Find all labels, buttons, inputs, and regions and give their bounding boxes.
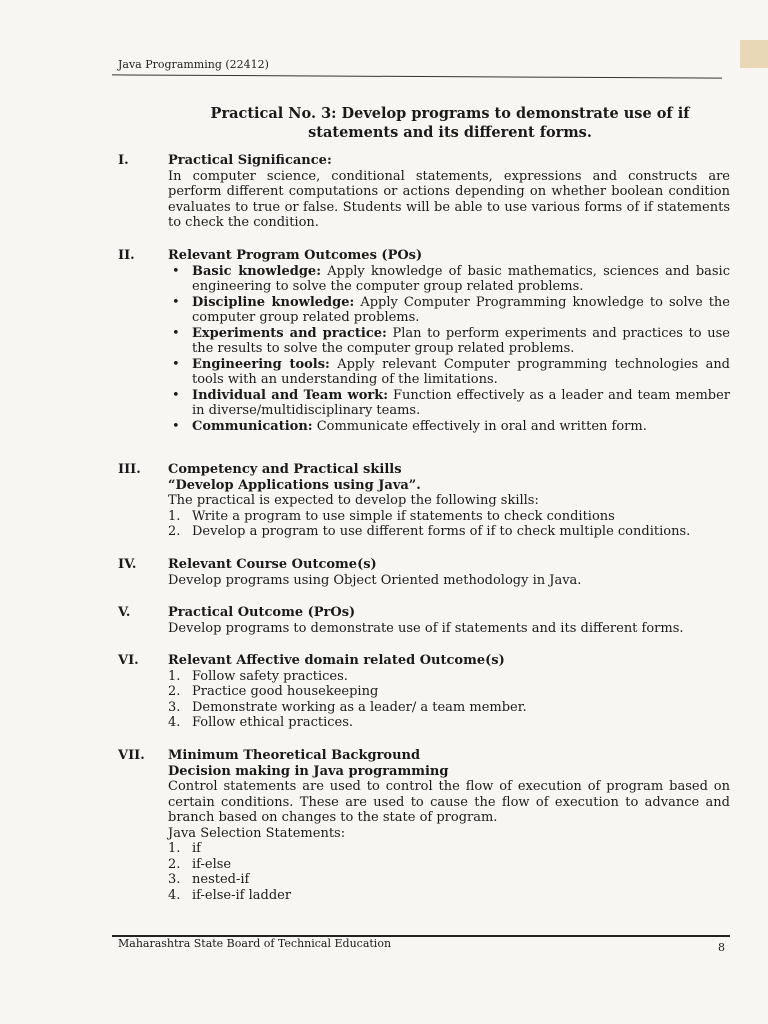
section-numeral: I.	[118, 153, 129, 168]
section-heading: Relevant Affective domain related Outcome(s)	[168, 653, 505, 668]
item-number: 2.	[168, 684, 181, 699]
section-body: Control statements are used to control the flow of execution of program based on certain conditions. These are used to cause the flow of execution to advance and branch based on changes to the state of program.	[168, 779, 730, 825]
running-header: Java Programming (22412)	[118, 58, 269, 71]
po-text: Function effectively as a leader and team member in diverse/multidisciplinary teams.	[192, 387, 731, 418]
item-number: 1.	[168, 668, 181, 684]
title-line-1: Practical No. 3: Develop programs to demonstrate use of if	[210, 105, 690, 122]
section-numeral: VI.	[118, 653, 139, 668]
header-rule	[112, 74, 722, 78]
po-text: Apply relevant Computer programming technologies and tools with an understanding of the limitations.	[192, 356, 731, 387]
section-heading: Relevant Program Outcomes (POs)	[168, 248, 423, 263]
po-list	[168, 264, 730, 435]
item-text: Follow safety practices.	[192, 668, 348, 684]
po-name: Communication:	[192, 418, 313, 434]
list-item	[168, 700, 730, 716]
section-numeral: IV.	[118, 557, 137, 572]
po-text: Apply Computer Programming knowledge to solve the computer group related problems.	[192, 294, 730, 325]
section-theoretical-background	[118, 748, 730, 903]
item-text: Practice good housekeeping	[192, 684, 379, 699]
po-name: Experiments and practice:	[192, 325, 387, 341]
selection-list-intro: Java Selection Statements:	[168, 825, 346, 841]
item-text: nested-if	[192, 872, 250, 887]
section-heading: Practical Significance:	[168, 153, 332, 168]
section-numeral: III.	[118, 462, 141, 477]
skills-list	[168, 509, 730, 540]
item-number: 3.	[168, 872, 181, 887]
title-line-2: statements and its different forms.	[308, 124, 592, 141]
list-item	[168, 357, 730, 388]
po-name: Discipline knowledge:	[192, 294, 355, 310]
section-affective-outcomes	[118, 653, 730, 731]
item-number: 1.	[168, 508, 181, 524]
item-number: 4.	[168, 887, 181, 903]
item-text: Demonstrate working as a leader/ a team member.	[192, 699, 527, 715]
item-number: 2.	[168, 524, 181, 539]
item-number: 3.	[168, 699, 181, 715]
footer-institution: Maharashtra State Board of Technical Education	[118, 937, 392, 950]
section-program-outcomes	[118, 248, 730, 434]
page-number: 8	[718, 941, 725, 954]
item-text: Follow ethical practices.	[192, 715, 354, 730]
affective-list	[168, 669, 730, 731]
section-competency	[118, 462, 730, 540]
list-item	[168, 841, 730, 857]
section-heading: Relevant Course Outcome(s)	[168, 557, 377, 572]
list-item	[168, 264, 730, 295]
section-numeral: V.	[118, 605, 131, 620]
list-item	[168, 388, 730, 419]
list-item	[168, 669, 730, 685]
section-intro: The practical is expected to develop the following skills:	[168, 493, 539, 508]
list-item	[168, 326, 730, 357]
list-item	[168, 295, 730, 326]
list-item	[168, 509, 730, 525]
section-heading: Practical Outcome (PrOs)	[168, 605, 356, 620]
section-heading: Competency and Practical skills	[168, 462, 402, 477]
list-item	[168, 715, 730, 731]
section-practical-outcome	[118, 605, 730, 636]
po-text: Plan to perform experiments and practices to use the results to solve the computer group related problems.	[192, 325, 730, 356]
item-text: if	[192, 841, 201, 856]
section-practical-significance	[118, 153, 730, 231]
item-text: Develop a program to use different forms of if to check multiple conditions.	[192, 524, 691, 539]
po-name: Engineering tools:	[192, 356, 330, 372]
po-name: Individual and Team work:	[192, 387, 389, 403]
list-item	[168, 524, 730, 540]
item-text: if-else-if ladder	[192, 887, 292, 903]
list-item	[168, 857, 730, 873]
section-body: Develop programs using Object Oriented methodology in Java.	[168, 572, 582, 588]
list-item	[168, 872, 730, 888]
po-name: Basic knowledge:	[192, 263, 321, 279]
page-corner-tab	[740, 40, 768, 68]
section-subheading: “Develop Applications using Java”.	[168, 477, 421, 493]
po-text: Communicate effectively in oral and written form.	[312, 418, 647, 434]
list-item	[168, 419, 730, 435]
section-body: Develop programs to demonstrate use of if statements and its different forms.	[168, 620, 684, 636]
item-text: if-else	[192, 856, 232, 872]
item-number: 4.	[168, 715, 181, 730]
selection-statements-list	[168, 841, 730, 903]
po-text: Apply knowledge of basic mathematics, sciences and basic engineering to solve the computer group related problems.	[192, 263, 730, 294]
section-body: In computer science, conditional statements, expressions and constructs are perform different computations or actions depending on whether boolean condition evaluates to true or false. Students will be able to use various forms of if statements to check the condition.	[168, 168, 730, 230]
section-heading: Minimum Theoretical Background	[168, 748, 421, 763]
item-number: 1.	[168, 841, 181, 856]
list-item	[168, 684, 730, 700]
list-item	[168, 888, 730, 904]
item-text: Write a program to use simple if statements to check conditions	[192, 508, 615, 524]
section-subheading: Decision making in Java programming	[168, 763, 449, 779]
section-course-outcome	[118, 557, 730, 588]
section-numeral: II.	[118, 248, 135, 263]
item-number: 2.	[168, 856, 181, 872]
practical-title	[200, 104, 700, 142]
section-numeral: VII.	[118, 748, 145, 763]
